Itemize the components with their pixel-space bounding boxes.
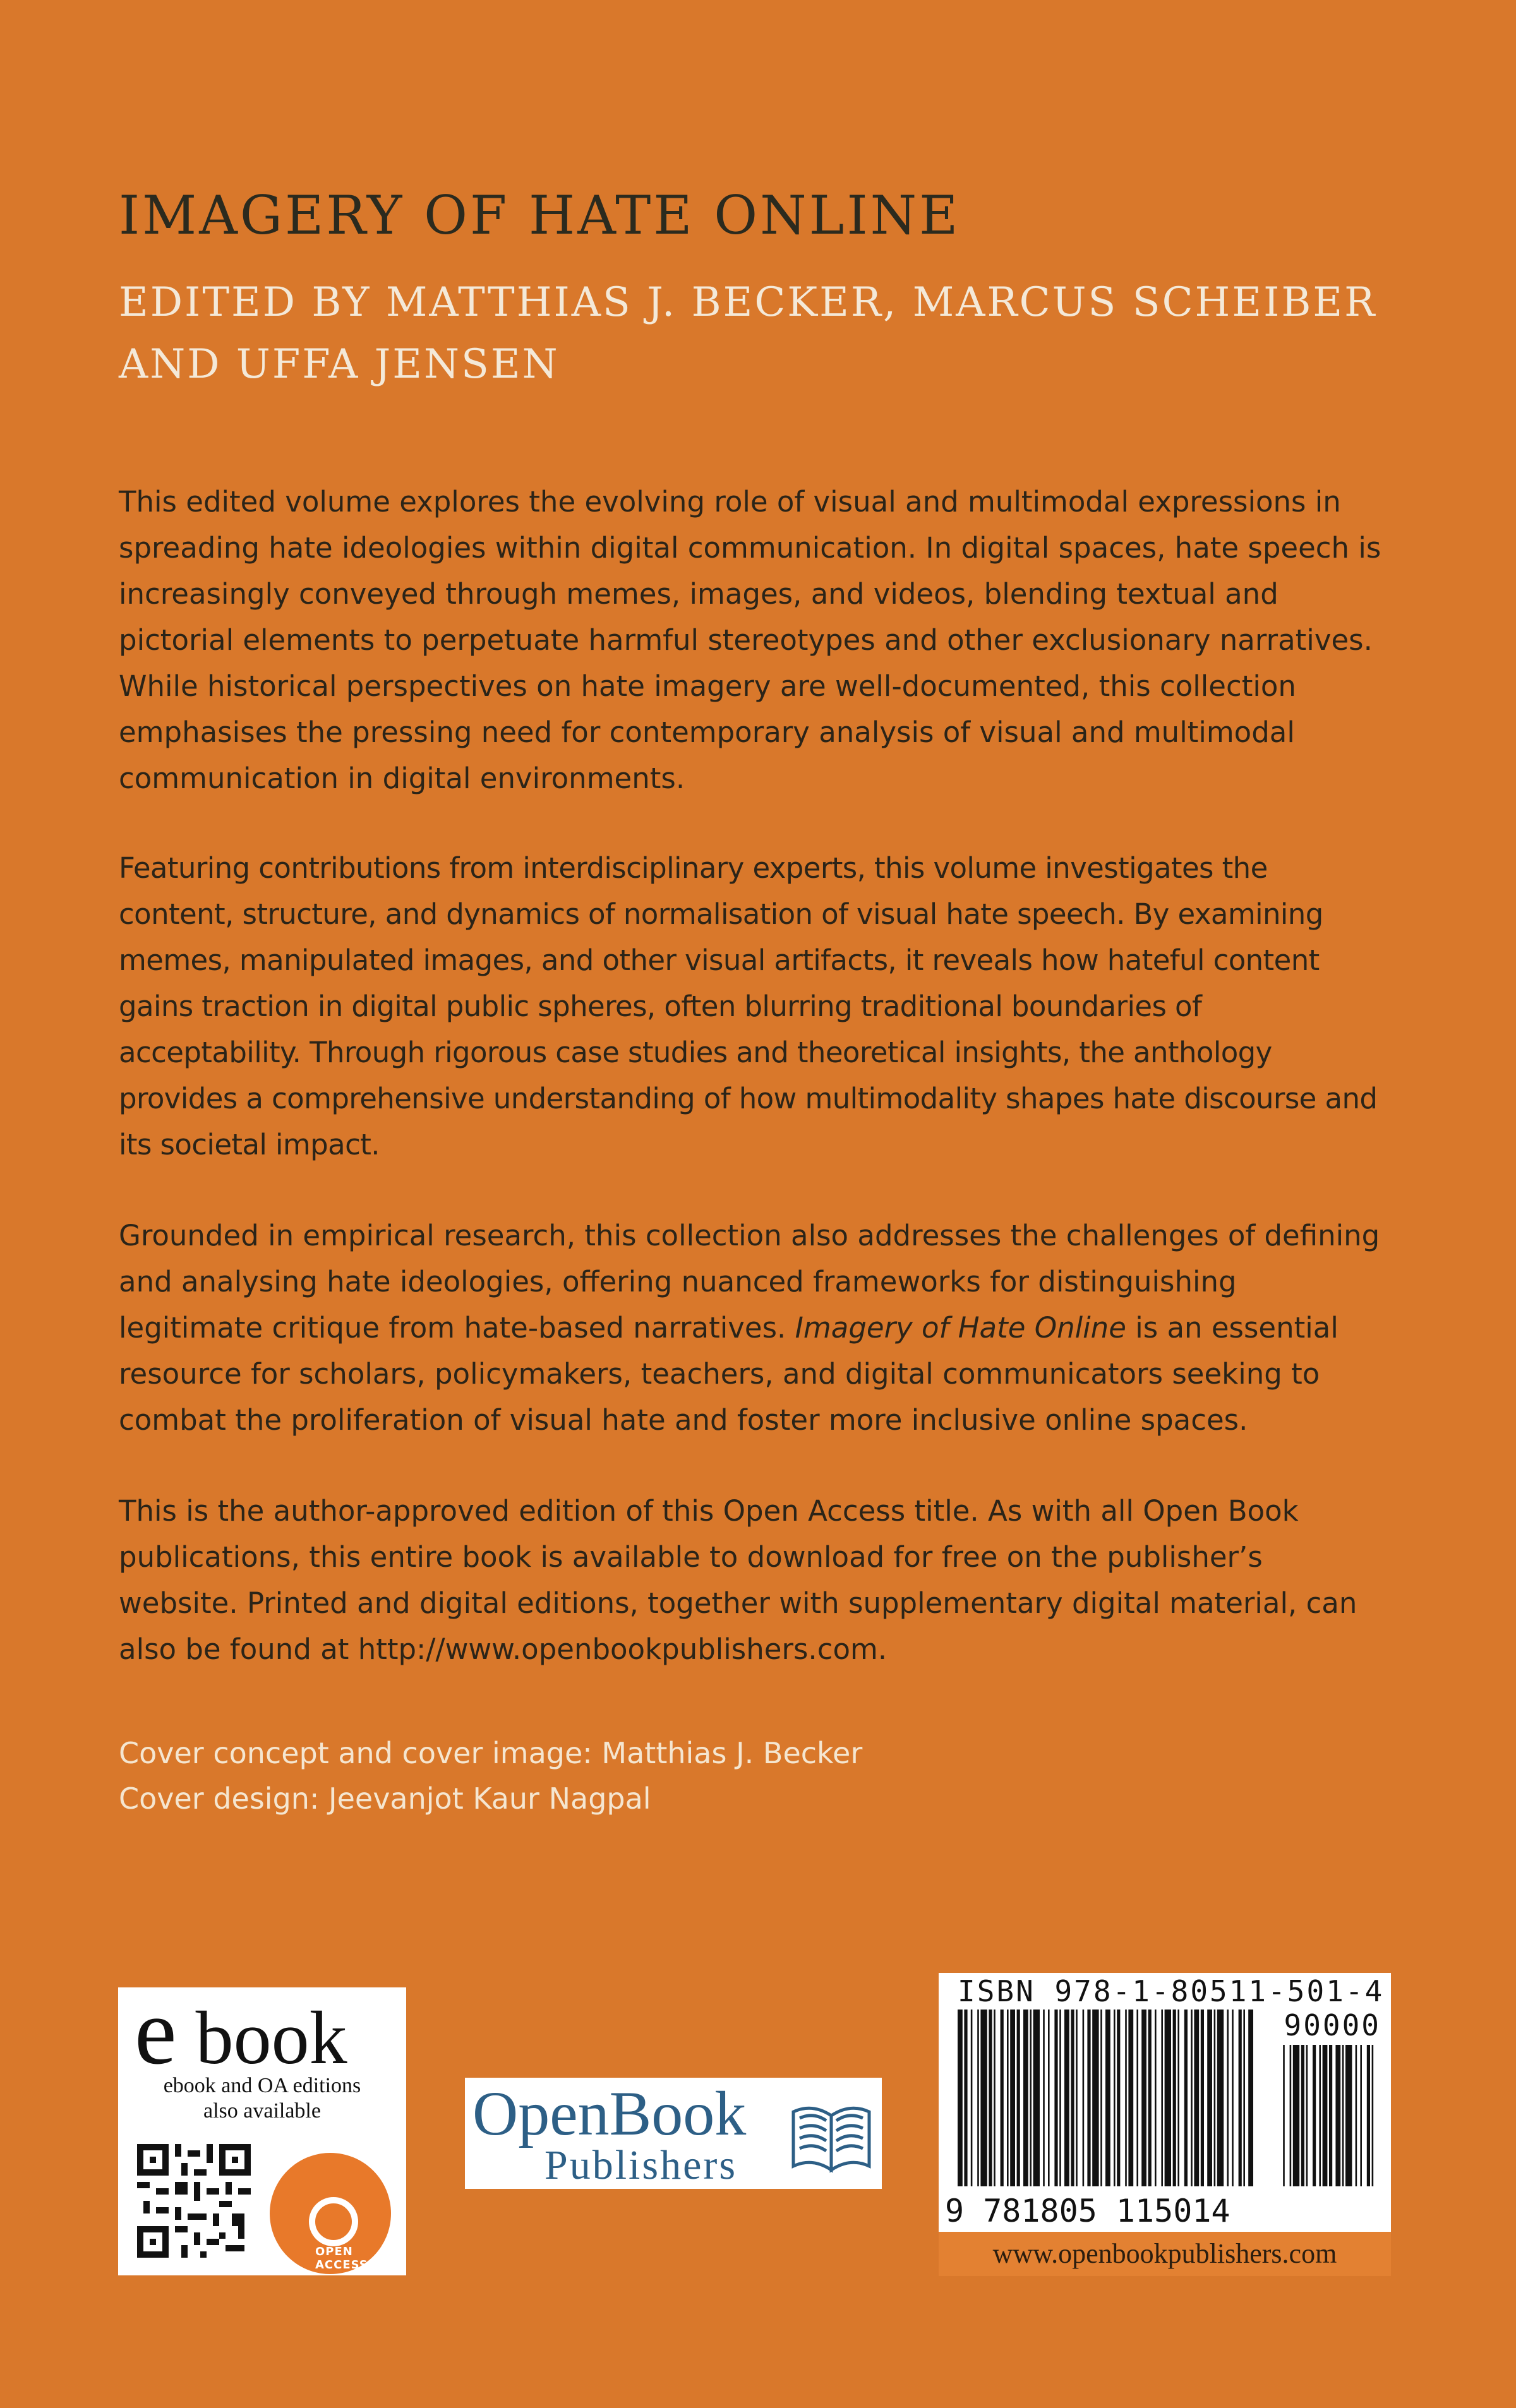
barcode-bar	[1087, 2010, 1090, 2186]
barcode-bar	[964, 2010, 967, 2186]
editors-line: EDITED BY MATTHIAS J. BECKER, MARCUS SCHEIBER AND UFFA JENSEN	[119, 279, 1377, 388]
blurb-p3-text-b: is an essential resource for scholars, policymakers, teachers, and digital communicators seeking to combat the proliferation of visual hate and foster more inclusive online spaces.	[119, 1311, 1339, 1437]
barcode-bar	[1023, 2010, 1028, 2186]
barcode-bar	[1214, 2010, 1216, 2186]
addon-barcode-bar	[1313, 2045, 1316, 2186]
barcode-bar	[1054, 2010, 1057, 2186]
barcode-bar	[1117, 2010, 1120, 2186]
addon-barcode-bar	[1345, 2045, 1352, 2186]
barcode-bar	[1048, 2010, 1050, 2186]
open-access-icon	[309, 2197, 358, 2246]
addon-barcode-bar	[1356, 2045, 1357, 2186]
barcode-bar	[1059, 2010, 1061, 2186]
barcode-bar	[1148, 2010, 1152, 2186]
addon-barcode-bar	[1335, 2045, 1340, 2186]
blurb-paragraph-2: Featuring contributions from interdisciplinary experts, this volume investigates the content, structure, and dynamics of normalisation of visual hate speech. By examining memes, manipulated images, and other visual artifacts, it reveals how hateful content gains traction in digital public spheres, often blurring traditional boundaries of acceptability. Through rigorous case studies and theoretical insights, the anthology provides a comprehensive understanding of how multimodality shapes hate discourse and its societal impact.	[119, 851, 1378, 1161]
price-code: 90000	[1284, 2008, 1381, 2042]
publisher-logo-top: OpenBook	[472, 2078, 747, 2148]
addon-barcode-bar	[1301, 2045, 1304, 2186]
barcode-bar	[1243, 2010, 1245, 2186]
addon-barcode-bar	[1342, 2045, 1344, 2186]
barcode-bar	[1076, 2010, 1078, 2186]
barcode-bar	[1217, 2010, 1224, 2186]
addon-barcode-bar	[1367, 2045, 1370, 2186]
barcode-bar	[1114, 2010, 1116, 2186]
barcode-bar	[1033, 2010, 1040, 2186]
credit-cover-concept: Cover concept and cover image: Matthias J. Becker	[119, 1736, 863, 1770]
ebook-e: e	[135, 1979, 177, 2084]
barcode-bar	[1155, 2010, 1157, 2186]
barcode-bar	[1017, 2010, 1020, 2186]
barcode-bar	[977, 2010, 979, 2186]
barcode-bar	[1043, 2010, 1045, 2186]
barcode-bar	[1064, 2010, 1069, 2186]
barcode-bar	[994, 2010, 996, 2186]
barcode-bar	[1165, 2010, 1171, 2186]
barcode-bar	[1125, 2010, 1127, 2186]
publisher-url: www.openbookpublishers.com	[939, 2232, 1391, 2276]
barcode-bar	[1030, 2010, 1032, 2186]
barcode-bar	[958, 2010, 963, 2186]
addon-barcode-bar	[1319, 2045, 1321, 2186]
addon-barcode-bar	[1372, 2045, 1374, 2186]
barcode-bar	[1177, 2010, 1179, 2186]
open-access-label-line-1: OPEN	[315, 2245, 353, 2258]
barcode-bar	[1184, 2010, 1188, 2186]
barcode-bar	[1136, 2010, 1138, 2186]
addon-barcode-bar	[1306, 2045, 1308, 2186]
barcode-bar	[1191, 2010, 1193, 2186]
ebook-caption-line-1: ebook and OA editions	[163, 2074, 361, 2097]
open-access-label	[315, 2245, 368, 2272]
barcode-bar	[1201, 2010, 1204, 2186]
blurb-paragraph-4: This is the author-approved edition of this Open Access title. As with all Open Book publications, this entire book is available to download for free on the publisher’s website. Printed and digital editions, together with supplementary digital material, can also be found at http://www.openbookpublishers.com.	[119, 1494, 1357, 1666]
barcode-bar	[1105, 2010, 1110, 2186]
isbn-label: ISBN 978-1-80511-501-4	[958, 1974, 1385, 2008]
barcode-bar	[1239, 2010, 1242, 2186]
ean-digits: 9 781805 115014	[945, 2193, 1230, 2229]
barcode-bar	[1010, 2010, 1015, 2186]
publisher-logo	[465, 2078, 882, 2189]
qr-code-icon	[137, 2144, 251, 2258]
addon-barcode-bar	[1290, 2045, 1292, 2186]
credit-cover-design: Cover design: Jeevanjot Kaur Nagpal	[119, 1782, 651, 1816]
ebook-caption-line-2: also available	[203, 2099, 321, 2123]
barcode-bar	[1007, 2010, 1009, 2186]
barcode-bar	[1248, 2010, 1253, 2186]
barcode-bar	[1100, 2010, 1102, 2186]
ebook-wordmark	[135, 1979, 347, 2084]
barcode-bar	[1173, 2010, 1176, 2186]
barcode-bar	[1092, 2010, 1098, 2186]
open-access-logo	[270, 2153, 391, 2274]
book-title-italic: Imagery of Hate Online	[795, 1311, 1126, 1345]
addon-barcode-bar	[1360, 2045, 1362, 2186]
publisher-logo-bottom: Publishers	[544, 2142, 738, 2188]
addon-barcode-bar	[1283, 2045, 1285, 2186]
barcode-bar	[989, 2010, 992, 2186]
page-title: IMAGERY OF HATE ONLINE	[119, 184, 961, 246]
barcode-bar	[1161, 2010, 1163, 2186]
barcode-bar	[1083, 2010, 1085, 2186]
barcode-bar	[1194, 2010, 1199, 2186]
cover-credits	[119, 1730, 862, 1821]
barcode-bar	[971, 2010, 973, 2186]
open-book-icon	[787, 2097, 875, 2179]
addon-barcode-bar	[1323, 2045, 1328, 2186]
ebook-caption	[118, 2073, 406, 2124]
open-access-label-line-2: ACCESS	[315, 2258, 368, 2272]
barcode-bar	[980, 2010, 987, 2186]
blurb-paragraph-1: This edited volume explores the evolving role of visual and multimodal expressions in spreading hate ideologies within digital communication. In digital spaces, hate speech is increasingly conveyed through memes, images, and videos, blending textual and pictorial elements to perpetuate harmful stereotypes and other exclusionary narratives. While historical perspectives on hate imagery are well-documented, this collection emphasises the pressing need for contemporary analysis of visual and multimodal communication in digital environments.	[119, 485, 1381, 795]
ebook-book: book	[195, 1996, 347, 2080]
addon-barcode-bar	[1329, 2045, 1332, 2186]
barcode-bar	[1071, 2010, 1074, 2186]
isbn-barcode-block	[939, 1973, 1391, 2276]
barcode-bar	[1207, 2010, 1212, 2186]
barcode-icon	[958, 2010, 1375, 2193]
barcode-bar	[1141, 2010, 1146, 2186]
blurb-paragraph-3	[119, 1213, 1388, 1443]
barcode-bar	[1232, 2010, 1234, 2186]
ebook-badge	[118, 1979, 406, 2275]
barcode-bar	[1227, 2010, 1229, 2186]
barcode-bar	[1128, 2010, 1133, 2186]
blurb-p3-text-a: Grounded in empirical research, this collection also addresses the challenges of defining and analysing hate ideologies, offering nuanced frameworks for distinguishing legitimate critique from hate-based narratives.	[119, 1219, 1380, 1345]
barcode-bar	[1001, 2010, 1004, 2186]
addon-barcode-bar	[1293, 2045, 1299, 2186]
